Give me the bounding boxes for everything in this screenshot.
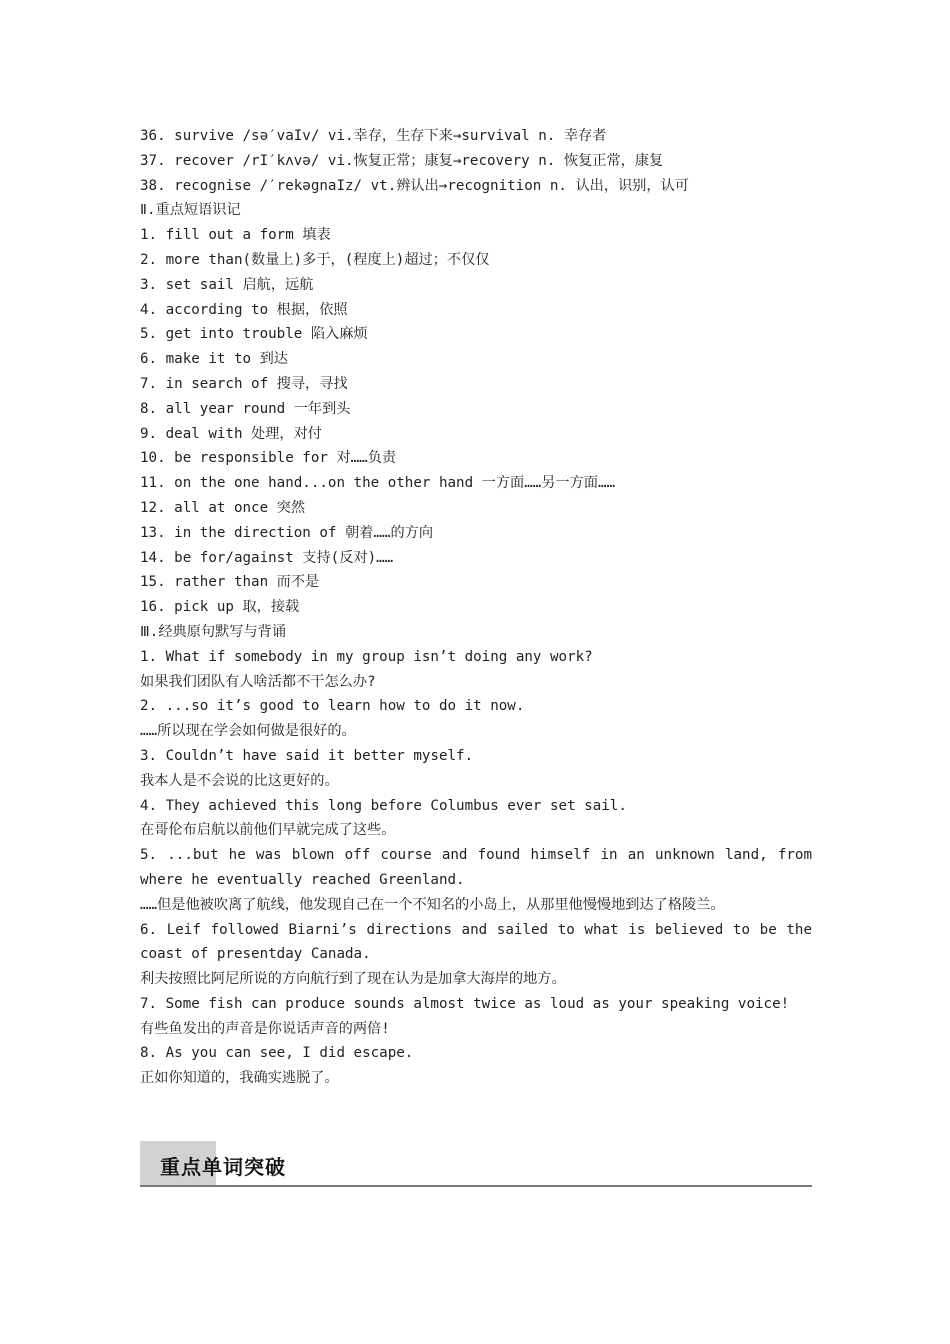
phrase-item: 12. all at once 突然 [140, 499, 306, 516]
sentence-en: 2. ...so it’s good to learn how to do it now. [140, 698, 525, 715]
vocab-item: 37. recover /rI′kʌvə/ vi.恢复正常；康复→recovery n. 恢复正常，康复 [140, 152, 664, 169]
vocab-item: 38. recognise /′rekəgnaIz/ vt.辨认出→recognition n. 认出，识别，认可 [140, 177, 689, 194]
section-header [140, 1141, 812, 1187]
phrase-item: 6. make it to 到达 [140, 351, 288, 368]
phrase-item: 9. deal with 处理，对付 [140, 425, 322, 442]
sentence-en: 8. As you can see, I did escape. [140, 1045, 414, 1062]
phrase-item: 15. rather than 而不是 [140, 574, 320, 591]
sentences-heading: Ⅲ.经典原句默写与背诵 [140, 623, 287, 640]
section-title: 重点单词突破 [160, 1155, 286, 1179]
phrase-item: 1. fill out a form 填表 [140, 227, 331, 244]
sentence-zh: 有些鱼发出的声音是你说话声音的两倍! [140, 1020, 390, 1037]
vocab-item: 36. survive /sə′vaIv/ vi.幸存，生存下来→survival n. 幸存者 [140, 128, 607, 144]
phrase-item: 14. be for/against 支持(反对)…… [140, 549, 394, 566]
phrase-item: 7. in search of 搜寻，寻找 [140, 375, 348, 392]
sentence-zh: 正如你知道的，我确实逃脱了。 [140, 1070, 339, 1087]
sentence-en: 1. What if somebody in my group isn’t doing any work? [140, 648, 593, 665]
sentence-en: 5. ...but he was blown off course and found himself in an unknown land, from where he eventually reached Greenland. [140, 847, 812, 888]
sentence-zh: 如果我们团队有人啥活都不干怎么办? [140, 673, 376, 690]
sentence-zh: ……但是他被吹离了航线，他发现自己在一个不知名的小岛上，从那里他慢慢地到达了格陵兰。 [140, 896, 725, 913]
sentence-en: 6. Leif followed Biarni’s directions and sailed to what is believed to be the coast of presentday Canada. [140, 921, 812, 963]
phrase-item: 4. according to 根据，依照 [140, 301, 348, 318]
sentence-en: 4. They achieved this long before Columbus ever set sail. [140, 797, 627, 814]
phrase-item: 5. get into trouble 陷入麻烦 [140, 326, 368, 343]
sentence-en: 7. Some fish can produce sounds almost twice as loud as your speaking voice! [140, 995, 790, 1012]
document-body [140, 124, 812, 1091]
sentence-en: 3. Couldn’t have said it better myself. [140, 747, 474, 764]
sentence-zh: 我本人是不会说的比这更好的。 [140, 772, 339, 789]
sentence-zh: 在哥伦布启航以前他们早就完成了这些。 [140, 822, 396, 839]
phrase-item: 16. pick up 取，接载 [140, 599, 300, 616]
phrase-item: 3. set sail 启航，远航 [140, 276, 314, 293]
phrase-item: 8. all year round 一年到头 [140, 400, 351, 417]
phrase-item: 13. in the direction of 朝着……的方向 [140, 524, 434, 541]
phrase-item: 10. be responsible for 对……负责 [140, 450, 397, 467]
sentence-zh: 利夫按照比阿尼所说的方向航行到了现在认为是加拿大海岸的地方。 [140, 971, 566, 988]
sentence-zh: ……所以现在学会如何做是很好的。 [140, 723, 356, 740]
phrase-item: 11. on the one hand...on the other hand 一方面……另一方面…… [140, 475, 616, 492]
phrases-heading: Ⅱ.重点短语识记 [140, 202, 241, 219]
phrase-item: 2. more than(数量上)多于，(程度上)超过；不仅仅 [140, 251, 490, 268]
